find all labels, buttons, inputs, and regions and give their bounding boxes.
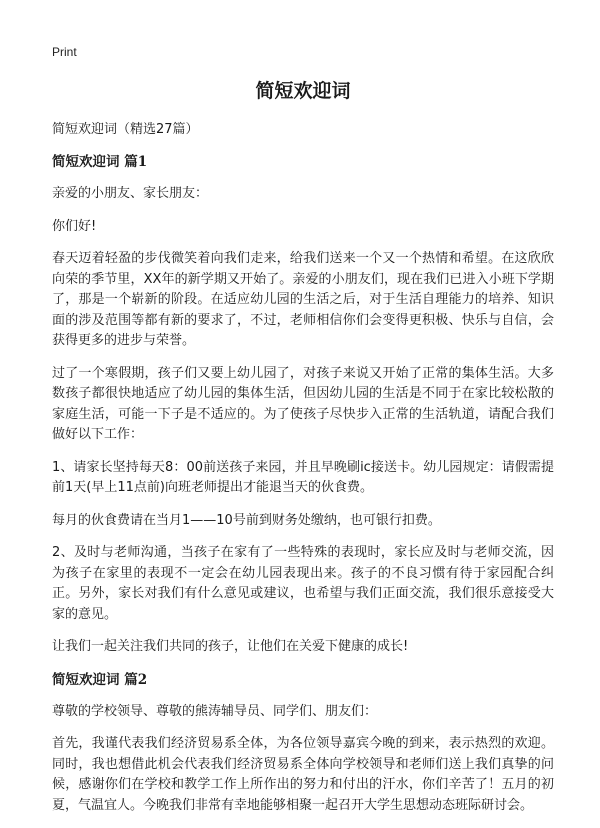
- body-paragraph: 首先，我谨代表我们经济贸易系全体，为各位领导嘉宾今晚的到来，表示热烈的欢迎。同时，我也想借此机会代表我们经济贸易系全体向学校领导和老师们送上我们真挚的问候，感谢你们在学校和教学工作上所作出的努力和付出的汗水，你们辛苦了！五月的初夏，气温宜人。今晚我们非常有幸地能够相聚一起召开大学生思想动态班际研讨会。: [52, 736, 554, 813]
- section-1: [52, 152, 554, 658]
- closing-paragraph: 让我们一起关注我们共同的孩子，让他们在关爱下健康的成长!: [52, 639, 409, 654]
- body-paragraph: 过了一个寒假期，孩子们又要上幼儿园了，对孩子来说又开始了正常的集体生活。大多数孩子都很快地适应了幼儿园的集体生活，但因幼儿园的生活是不同于在家比较松散的家庭生活，可能一下子是不适应的。为了使孩子尽快步入正常的生活轨道，请配合我们做好以下工作：: [52, 365, 554, 442]
- salutation-paragraph: 你们好!: [52, 218, 97, 234]
- print-label[interactable]: Print: [52, 45, 77, 59]
- body-paragraph: 2、及时与老师沟通，当孩子在家有了一些特殊的表现时，家长应及时与老师交流，因为孩子在家里的表现不一定会在幼儿园表现出来。孩子的不良习惯有待于家园配合纠正。另外，家长对我们有什么意见或建议，也希望与我们正面交流，我们很乐意接受大家的意见。: [52, 545, 554, 622]
- body-paragraph: 1、请家长坚持每天8：00前送孩子来园，并且早晚刷ic接送卡。幼儿园规定：请假需提前1天(早上11点前)向班老师提出才能退当天的伙食费。: [52, 459, 554, 495]
- greeting-paragraph: 尊敬的学校领导、尊敬的熊涛辅导员、同学们、朋友们：: [52, 703, 378, 719]
- document-subtitle: 简短欢迎词（精选27篇）: [52, 122, 199, 137]
- section-2: [52, 670, 554, 817]
- section-heading: 简短欢迎词 篇1: [52, 154, 148, 170]
- body-paragraph: 春天迈着轻盈的步伐微笑着向我们走来，给我们送来一个又一个热情和希望。在这欣欣向荣的季节里，XX年的新学期又开始了。亲爱的小朋友们，现在我们已进入小班下学期了，那是一个崭新的阶段。在适应幼儿园的生活之后，对于生活自理能力的培养、知识面的涉及范围等都有新的要求了，不过，老师相信你们会变得更积极、快乐与自信，会获得更多的进步与荣誉。: [52, 251, 554, 348]
- document-title: 简短欢迎词: [255, 80, 351, 102]
- section-heading: 简短欢迎词 篇2: [52, 671, 148, 688]
- greeting-paragraph: 亲爱的小朋友、家长朋友：: [52, 186, 209, 201]
- body-paragraph: 每月的伙食费请在当月1——10号前到财务处缴纳，也可银行扣费。: [52, 512, 441, 528]
